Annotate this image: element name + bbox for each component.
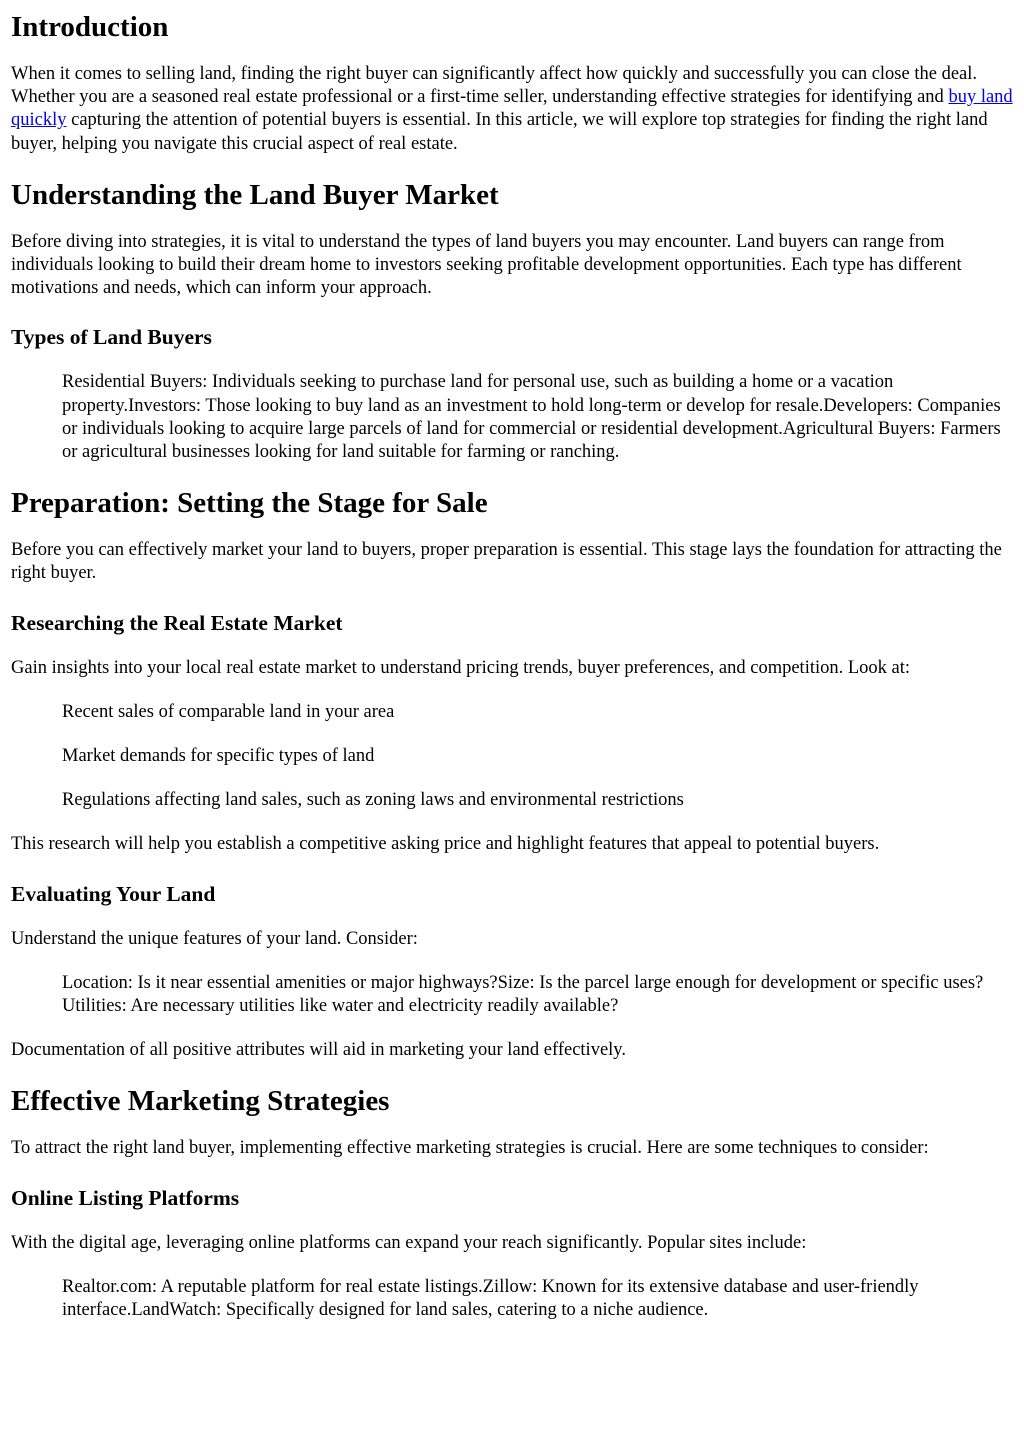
buy-land-quickly-link[interactable]: buy land quickly — [11, 87, 1013, 131]
research-intro: Gain insights into your local real estate market to understand pricing trends, buyer preferences, and competition. Look at: — [11, 657, 911, 678]
heading-introduction: Introduction — [11, 11, 169, 43]
research-outro: This research will help you establish a competitive asking price and highlight features that appeal to potential buyers. — [11, 834, 880, 855]
heading-online-listing: Online Listing Platforms — [11, 1185, 240, 1210]
research-item: Recent sales of comparable land in your area — [62, 701, 395, 722]
introduction-paragraph — [11, 63, 1014, 156]
types-of-buyers-list: Residential Buyers: Individuals seeking to purchase land for personal use, such as building a home or a vacation property.Investors: Those looking to buy land as an investment to hold long-term or develop for resale.Developers: Companies or individuals looking to acquire large parcels of land for commercial or residential development.Agricultural Buyers: Farmers or agricultural businesses looking for land suitable for farming or ranching. — [62, 372, 1001, 463]
article — [0, 10, 1024, 1322]
introduction-text-end: capturing the attention of potential buyers is essential. In this article, we will explore top strategies for finding the right land buyer, helping you navigate this crucial aspect of real estate. — [11, 110, 988, 154]
heading-evaluating-land: Evaluating Your Land — [11, 881, 216, 906]
heading-types-of-land-buyers: Types of Land Buyers — [11, 325, 212, 350]
heading-preparation: Preparation: Setting the Stage for Sale — [11, 487, 488, 520]
evaluating-outro: Documentation of all positive attributes will aid in marketing your land effectively. — [11, 1040, 626, 1061]
marketing-paragraph: To attract the right land buyer, implementing effective marketing strategies is crucial. Here are some techniques to consider: — [11, 1138, 929, 1159]
research-item: Regulations affecting land sales, such as zoning laws and environmental restrictions — [62, 790, 684, 811]
evaluating-intro: Understand the unique features of your land. Consider: — [11, 928, 418, 949]
evaluating-list: Location: Is it near essential amenities or major highways?Size: Is the parcel large enough for development or specific uses?Utilities: Are necessary utilities like water and electricity readily available? — [62, 972, 984, 1017]
introduction-text-start: When it comes to selling land, finding the right buyer can significantly affect how quickly and successfully you can close the deal. Whether you are a seasoned real estate professional or a first-time seller, understanding effective strategies for identifying and — [11, 64, 978, 108]
understanding-paragraph: Before diving into strategies, it is vital to understand the types of land buyers you may encounter. Land buyers can range from individuals looking to build their dream home to investors seeking profitable development opportunities. Each type has different motivations and needs, which can inform your approach. — [11, 231, 962, 299]
online-platforms-list: Realtor.com: A reputable platform for real estate listings.Zillow: Known for its extensive database and user-friendly interface.LandWatch: Specifically designed for land sales, catering to a niche audience. — [62, 1276, 919, 1321]
preparation-paragraph: Before you can effectively market your land to buyers, proper preparation is essential. This stage lays the foundation for attracting the right buyer. — [11, 540, 1002, 584]
heading-marketing-strategies: Effective Marketing Strategies — [11, 1085, 390, 1118]
research-item: Market demands for specific types of land — [62, 746, 375, 767]
online-intro: With the digital age, leveraging online platforms can expand your reach significantly. Popular sites include: — [11, 1232, 807, 1253]
heading-understanding: Understanding the Land Buyer Market — [11, 178, 499, 211]
heading-researching-market: Researching the Real Estate Market — [11, 610, 343, 635]
